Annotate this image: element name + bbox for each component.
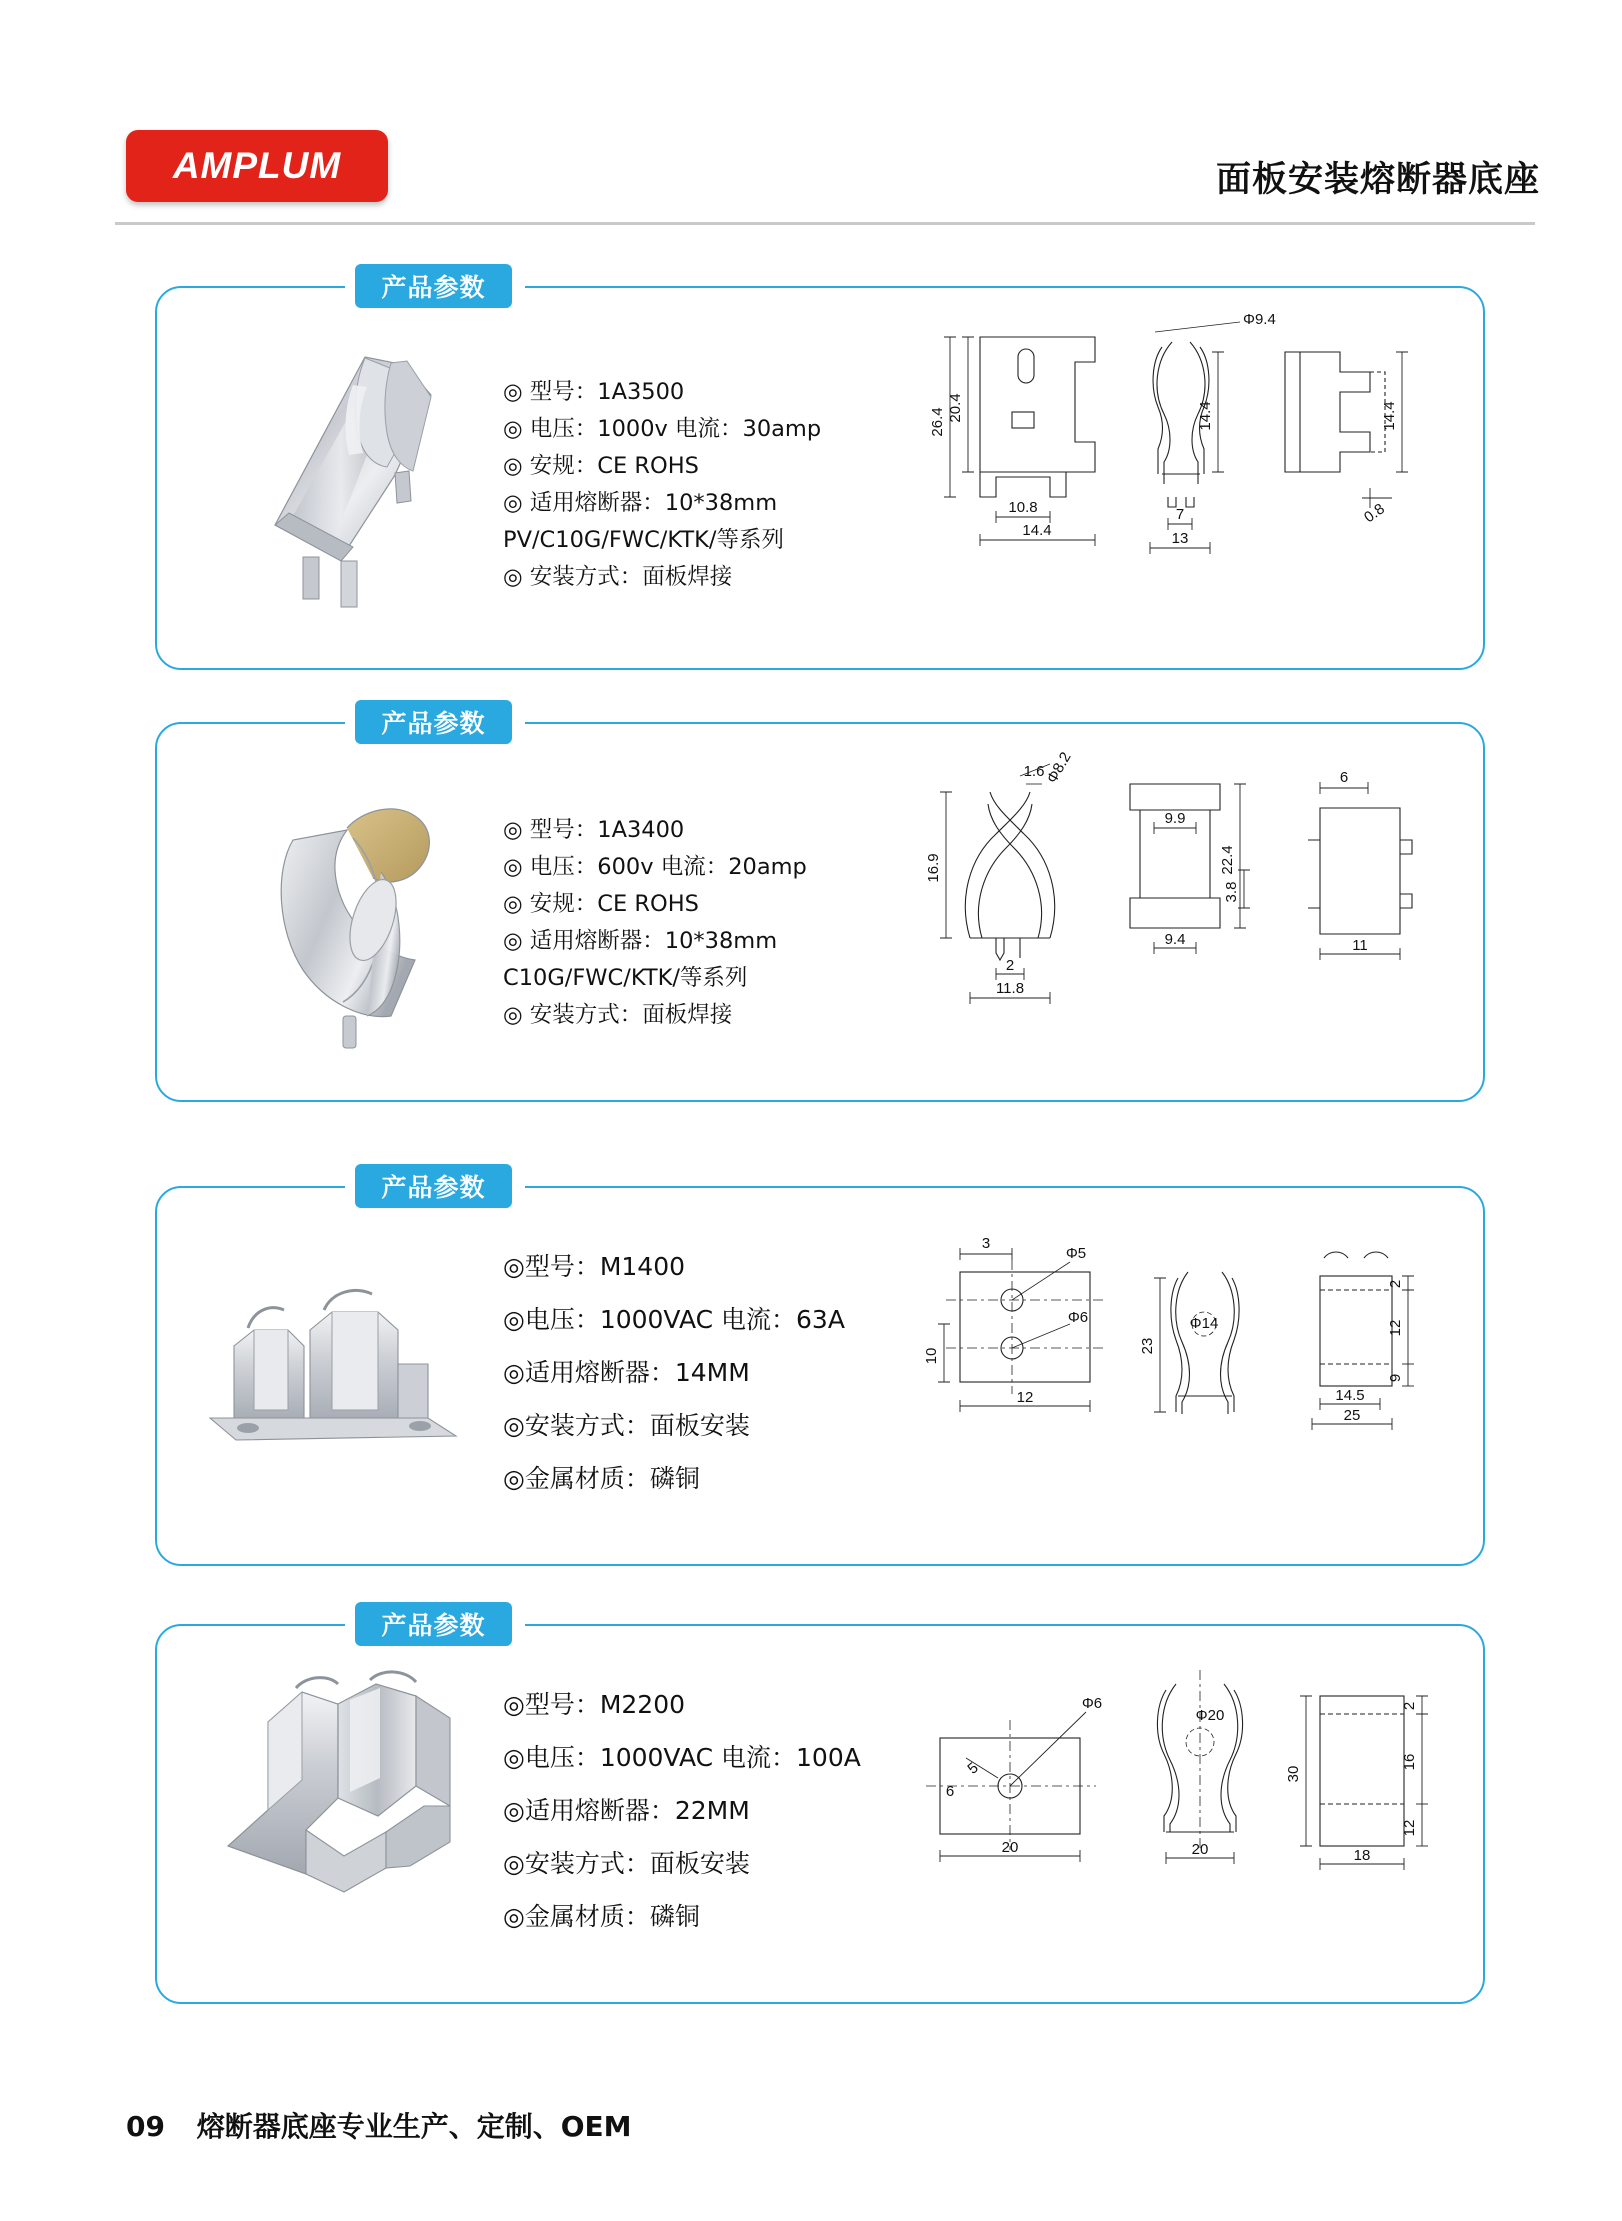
spec-line: C10G/FWC/KTK/等系列: [503, 965, 748, 991]
spec-line: ◎ 安规：CE ROHS: [503, 453, 699, 479]
svg-text:20: 20: [1001, 1839, 1019, 1856]
svg-text:12: 12: [1401, 1819, 1418, 1837]
spec-line: ◎适用熔断器：14MM: [503, 1358, 750, 1387]
svg-text:14.4: 14.4: [1022, 522, 1052, 539]
spec-line: ◎ 适用熔断器：10*38mm: [503, 928, 778, 954]
spec-line: ◎ 安规：CE ROHS: [503, 891, 699, 917]
svg-text:5: 5: [964, 1759, 982, 1778]
spec-line: ◎适用熔断器：22MM: [503, 1796, 750, 1825]
svg-text:22.4: 22.4: [1219, 845, 1236, 875]
svg-text:12: 12: [1016, 1389, 1034, 1406]
svg-text:2: 2: [1005, 957, 1015, 974]
svg-text:14.4: 14.4: [1381, 401, 1398, 431]
svg-text:11: 11: [1352, 937, 1368, 954]
svg-text:9.9: 9.9: [1164, 810, 1186, 827]
svg-text:7: 7: [1175, 506, 1185, 523]
svg-text:13: 13: [1171, 530, 1189, 547]
spec-line: ◎ 电压：1000v 电流：30amp: [503, 416, 822, 442]
technical-drawing-4: [910, 1650, 1470, 1960]
card-tab-2: 产品参数: [355, 700, 512, 744]
spec-line: ◎电压：1000VAC 电流：100A: [503, 1743, 861, 1772]
spec-line: ◎型号：M2200: [503, 1690, 686, 1719]
technical-drawing-2: [900, 748, 1460, 1078]
product-specs-1: [503, 374, 821, 596]
page-header: [0, 0, 1622, 230]
spec-line: ◎ 安装方式：面板焊接: [503, 564, 733, 590]
spec-line: ◎安装方式：面板安装: [503, 1411, 750, 1440]
product-photo-2: [255, 780, 460, 1060]
svg-text:16: 16: [1401, 1753, 1418, 1771]
product-photo-3: [192, 1268, 492, 1468]
svg-text:3.8: 3.8: [1223, 881, 1240, 903]
svg-text:12: 12: [1387, 1319, 1404, 1337]
svg-text:11.8: 11.8: [995, 980, 1025, 997]
svg-text:Φ9.4: Φ9.4: [1243, 312, 1276, 328]
svg-text:10: 10: [923, 1347, 940, 1365]
spec-line: ◎电压：1000VAC 电流：63A: [503, 1305, 845, 1334]
svg-text:6: 6: [945, 1783, 955, 1800]
svg-text:10.8: 10.8: [1008, 499, 1038, 516]
svg-text:14.5: 14.5: [1335, 1387, 1365, 1404]
svg-text:30: 30: [1285, 1765, 1302, 1783]
svg-text:14.4: 14.4: [1197, 401, 1214, 431]
brand-logo-text: AMPLUM: [172, 145, 342, 186]
card-tab-1: 产品参数: [355, 264, 512, 308]
spec-line: ◎ 型号：1A3500: [503, 379, 685, 405]
page-footer: [126, 2105, 632, 2145]
svg-text:Φ6: Φ6: [1067, 1309, 1089, 1326]
svg-text:Φ8.2: Φ8.2: [1043, 749, 1075, 787]
spec-line: ◎ 电压：600v 电流：20amp: [503, 854, 807, 880]
svg-text:3: 3: [981, 1235, 991, 1252]
footer-divider: [115, 2080, 1535, 2082]
svg-text:9.4: 9.4: [1164, 931, 1186, 948]
brand-logo: [126, 130, 388, 202]
svg-text:Φ5: Φ5: [1065, 1245, 1087, 1262]
svg-text:6: 6: [1339, 769, 1349, 786]
footer-text: 熔断器底座专业生产、定制、OEM: [196, 2110, 632, 2143]
svg-text:2: 2: [1387, 1279, 1404, 1289]
product-specs-2: [503, 812, 807, 1034]
svg-text:16.9: 16.9: [925, 853, 942, 883]
svg-text:0.8: 0.8: [1361, 500, 1388, 527]
product-specs-4: [503, 1678, 861, 1943]
product-photo-4: [210, 1660, 480, 1910]
spec-line: ◎ 型号：1A3400: [503, 817, 685, 843]
svg-text:20.4: 20.4: [947, 393, 964, 423]
svg-text:9: 9: [1387, 1373, 1404, 1383]
spec-line: ◎金属材质：磷铜: [503, 1464, 700, 1493]
svg-text:Φ6: Φ6: [1081, 1695, 1103, 1712]
technical-drawing-3: [920, 1228, 1460, 1528]
svg-text:20: 20: [1191, 1841, 1209, 1858]
svg-text:25: 25: [1343, 1407, 1361, 1424]
svg-text:2: 2: [1401, 1701, 1418, 1711]
svg-text:18: 18: [1353, 1847, 1371, 1864]
card-tab-3: 产品参数: [355, 1164, 512, 1208]
svg-text:23: 23: [1139, 1337, 1156, 1355]
spec-line: ◎金属材质：磷铜: [503, 1902, 700, 1931]
page-number: 09: [126, 2110, 165, 2143]
spec-line: ◎ 安装方式：面板焊接: [503, 1002, 733, 1028]
svg-text:1.6: 1.6: [1023, 763, 1045, 780]
spec-line: PV/C10G/FWC/KTK/等系列: [503, 527, 784, 553]
spec-line: ◎安装方式：面板安装: [503, 1849, 750, 1878]
spec-line: ◎ 适用熔断器：10*38mm: [503, 490, 778, 516]
svg-text:26.4: 26.4: [929, 407, 946, 437]
svg-text:Φ20: Φ20: [1195, 1707, 1225, 1724]
spec-line: ◎型号：M1400: [503, 1252, 686, 1281]
product-specs-3: [503, 1240, 845, 1505]
page-title: 面板安装熔断器底座: [1215, 160, 1540, 200]
header-divider: [115, 222, 1535, 225]
technical-drawing-1: [900, 312, 1460, 642]
card-tab-4: 产品参数: [355, 1602, 512, 1646]
product-photo-1: [245, 325, 470, 625]
svg-text:Φ14: Φ14: [1189, 1315, 1219, 1332]
